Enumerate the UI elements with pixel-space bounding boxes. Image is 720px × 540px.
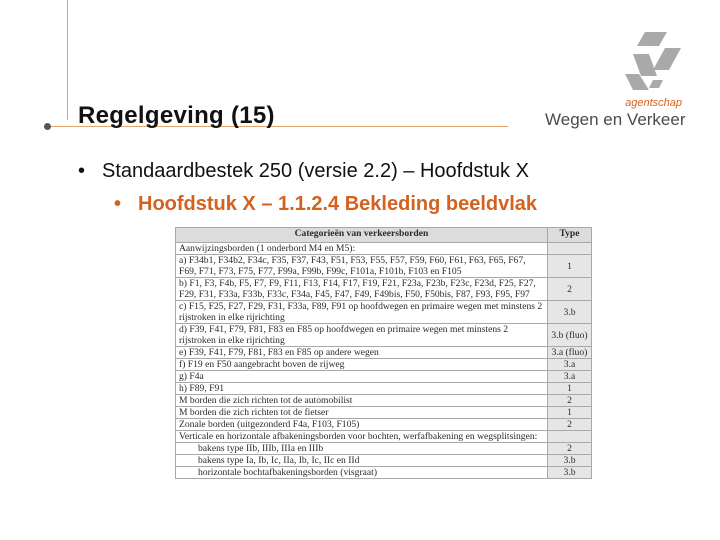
bullet-marker: • [78,160,86,182]
header-category: Categorieën van verkeersborden [176,228,548,243]
logo [545,30,685,130]
category-cell: M borden die zich richten tot de fietser [176,407,548,419]
header-type: Type [548,228,592,243]
category-cell: a) F34b1, F34b2, F34c, F35, F37, F43, F51, F53, F55, F57, F59, F60, F61, F63, F65, F67, F69, F71, F73, F75, F77, F99a, F99b, F99c, F101a, F101b, F103 en F105 [176,255,548,278]
type-cell: 2 [548,419,592,431]
table-row [176,443,592,455]
table-row [176,255,592,278]
type-cell: 1 [548,407,592,419]
table-row [176,301,592,324]
table-row [176,278,592,301]
table-row [176,347,592,359]
type-cell: 3.b (fluo) [548,324,592,347]
category-cell: h) F89, F91 [176,383,548,395]
type-cell [548,431,592,443]
type-cell: 3.b [548,455,592,467]
category-cell: b) F1, F3, F4b, F5, F7, F9, F11, F13, F14, F17, F19, F21, F23a, F23b, F23c, F23d, F25, F27, F29, F31, F33a, F33b, F33c, F34a, F45, F47, F49, F49bis, F50, F50bis, F87, F93, F95, F97 [176,278,548,301]
table-row [176,383,592,395]
slide-title: Regelgeving (15) [78,102,275,129]
category-cell: M borden die zich richten tot de automobilist [176,395,548,407]
bullet-level-1 [78,160,529,183]
table-row [176,455,592,467]
category-cell: bakens type IIb, IIIb, IIIa en IIIb [176,443,548,455]
logo-mark-icon [623,30,683,92]
category-cell: d) F39, F41, F79, F81, F83 en F85 op hoofdwegen en primaire wegen met minstens 2 rijstroken in elke rijrichting [176,324,548,347]
category-cell: e) F39, F41, F79, F81, F83 en F85 op andere wegen [176,347,548,359]
category-cell: g) F4a [176,371,548,383]
type-cell: 3.b [548,301,592,324]
category-cell: f) F19 en F50 aangebracht boven de rijweg [176,359,548,371]
type-cell: 1 [548,255,592,278]
bullet-text: Standaardbestek 250 (versie 2.2) – Hoofdstuk X [102,160,529,182]
table-row [176,324,592,347]
type-cell: 2 [548,395,592,407]
type-cell: 2 [548,278,592,301]
table-row [176,407,592,419]
type-cell: 3.a [548,371,592,383]
type-cell: 3.b [548,467,592,479]
type-cell [548,243,592,255]
type-cell: 1 [548,383,592,395]
category-cell: Verticale en horizontale afbakeningsborden voor bochten, werfafbakening en wegsplitsingen: [176,431,548,443]
traffic-sign-table [175,227,592,479]
table-row [176,395,592,407]
table-row [176,431,592,443]
category-cell: Aanwijzingsborden (1 onderbord M4 en M5): [176,243,548,255]
table-row [176,359,592,371]
type-cell: 2 [548,443,592,455]
bullet-level-2 [114,193,537,216]
table-body [176,243,592,479]
bullet-text: Hoofdstuk X – 1.1.2.4 Bekleding beeldvlak [138,193,538,215]
table-row [176,467,592,479]
traffic-sign-table-excerpt [175,227,592,540]
logo-name: Wegen en Verkeer [545,110,686,129]
category-cell: Zonale borden (uitgezonderd F4a, F103, F105) [176,419,548,431]
frame-dot [44,123,51,130]
logo-agency-label: agentschap [625,97,682,109]
type-cell: 3.a [548,359,592,371]
category-cell: bakens type Ia, Ib, Ic, IIa, Ib, Ic, IIc en IId [176,455,548,467]
frame-vertical-line [67,0,68,120]
type-cell: 3.a (fluo) [548,347,592,359]
table-row [176,371,592,383]
category-cell: horizontale bochtafbakeningsborden (visgraat) [176,467,548,479]
category-cell: c) F15, F25, F27, F29, F31, F33a, F89, F91 op hoofdwegen en primaire wegen met minstens 2 rijstroken in elke rijrichting [176,301,548,324]
table-header-row [176,228,592,243]
bullet-marker: • [114,193,122,215]
table-row [176,243,592,255]
table-row [176,419,592,431]
